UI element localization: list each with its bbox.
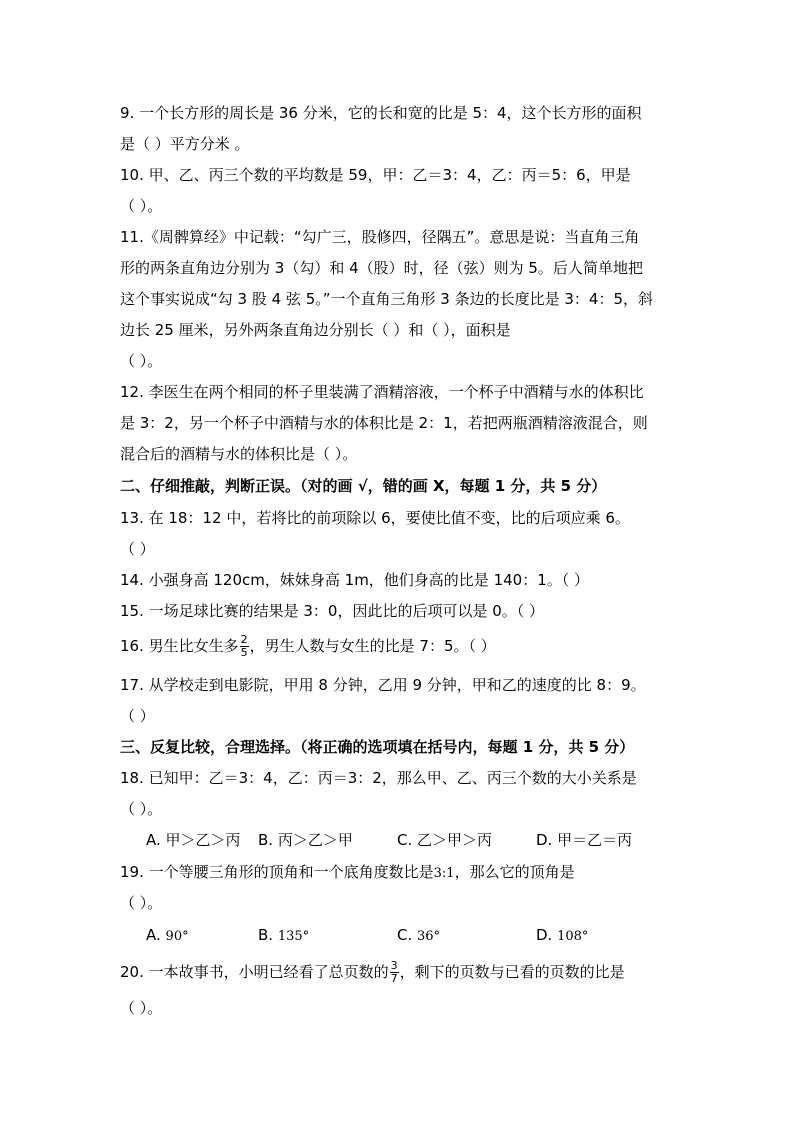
question-12-line-3: 混合后的酒精与水的体积比是（ ）。 xyxy=(120,445,358,463)
option-value: 135° xyxy=(277,929,310,944)
question-19-option-c xyxy=(397,925,440,947)
section-2-heading: 二、仔细推敲，判断正误。（对的画 √，错的画 X，每题 1 分，共 5 分） xyxy=(120,477,607,495)
fraction-denominator: 7 xyxy=(390,972,398,985)
question-11-line-4: 边长 25 厘米，另外两条直角边分别长（ ）和（ ），面积是 xyxy=(120,321,511,339)
question-14: 14. 小强身高 120cm，妹妹身高 1m，他们身高的比是 140：1。（ ） xyxy=(120,571,590,589)
question-20-line-1 xyxy=(120,960,625,985)
option-letter: B. xyxy=(258,926,274,944)
question-11-line-2: 形的两条直角边分别为 3（勾）和 4（股）时，径（弦）则为 5。后人简单地把 xyxy=(120,259,643,277)
question-16 xyxy=(120,634,496,659)
question-20-text-pre: 20. 一本故事书，小明已经看了总页数的 xyxy=(120,963,389,981)
fraction-two-fifths xyxy=(240,634,249,659)
question-18-option-c: C. 乙＞甲＞丙 xyxy=(397,831,493,849)
fraction-denominator: 5 xyxy=(240,646,248,659)
question-19-line-1 xyxy=(120,862,575,884)
question-19-line-2: （ ）。 xyxy=(120,894,163,912)
question-11-line-3: 这个事实说成“勾 3 股 4 弦 5。”一个直角三角形 3 条边的长度比是 3：4：5，斜 xyxy=(120,290,653,308)
option-letter: C. xyxy=(397,926,413,944)
question-13-line-2: （ ） xyxy=(120,540,155,558)
question-18-line-2: （ ）。 xyxy=(120,800,163,818)
question-19-option-b xyxy=(258,925,309,947)
question-19-option-a xyxy=(146,925,189,947)
question-20-line-2: （ ）。 xyxy=(120,999,163,1017)
question-17-line-1: 17. 从学校走到电影院，甲用 8 分钟，乙用 9 分钟，甲和乙的速度的比 8：9。 xyxy=(120,676,646,694)
question-18-option-a: A. 甲＞乙＞丙 xyxy=(146,831,241,849)
fraction-numerator: 3 xyxy=(390,959,398,972)
question-12-line-1: 12. 李医生在两个相同的杯子里装满了酒精溶液，一个杯子中酒精与水的体积比 xyxy=(120,383,644,401)
question-17-line-2: （ ） xyxy=(120,707,155,725)
option-value: 90° xyxy=(165,929,189,944)
question-19-text-post: ，那么它的顶角是 xyxy=(454,863,575,881)
option-value: 36° xyxy=(417,929,441,944)
question-12-line-2: 是 3：2，另一个杯子中酒精与水的体积比是 2：1，若把两瓶酒精溶液混合，则 xyxy=(120,414,648,432)
fraction-three-sevenths xyxy=(390,960,399,985)
option-value: 108° xyxy=(557,929,589,944)
option-letter: A. xyxy=(146,926,161,944)
section-3-heading: 三、反复比较，合理选择。（将正确的选项填在括号内，每题 1 分，共 5 分） xyxy=(120,738,635,756)
question-19-option-d xyxy=(536,925,588,947)
fraction-numerator: 2 xyxy=(240,633,248,646)
question-16-text-pre: 16. 男生比女生多 xyxy=(120,637,239,655)
question-16-text-post: ，男生人数与女生的比是 7：5。（ ） xyxy=(249,637,496,655)
question-15: 15. 一场足球比赛的结果是 3：0，因此比的后项可以是 0。（ ） xyxy=(120,602,545,620)
question-9-line-2: 是（ ）平方分米 。 xyxy=(120,135,250,153)
question-18-option-d: D. 甲＝乙＝丙 xyxy=(536,831,633,849)
question-13-line-1: 13. 在 18：12 中，若将比的前项除以 6，要使比值不变，比的后项应乘 6。 xyxy=(120,509,630,527)
question-10-line-1: 10. 甲、乙、丙三个数的平均数是 59，甲：乙＝3：4，乙：丙＝5：6，甲是 xyxy=(120,166,631,184)
question-9-line-1: 9. 一个长方形的周长是 36 分米，它的长和宽的比是 5：4，这个长方形的面积 xyxy=(120,104,642,122)
question-19-ratio: 3:1 xyxy=(433,866,455,881)
option-letter: D. xyxy=(536,926,553,944)
question-11-line-1: 11.《周髀算经》中记载：“勾广三，股修四，径隅五”。意思是说：当直角三角 xyxy=(120,228,640,246)
question-20-text-post: ，剩下的页数与已看的页数的比是 xyxy=(399,963,625,981)
question-18-option-b: B. 丙＞乙＞甲 xyxy=(258,831,353,849)
question-18-line-1: 18. 已知甲：乙＝3：4，乙：丙＝3：2，那么甲、乙、丙三个数的大小关系是 xyxy=(120,769,637,787)
question-19-text-pre: 19. 一个等腰三角形的顶角和一个底角度数比是 xyxy=(120,863,434,881)
question-11-line-5: （ ）。 xyxy=(120,352,163,370)
question-10-line-2: （ ）。 xyxy=(120,197,163,215)
